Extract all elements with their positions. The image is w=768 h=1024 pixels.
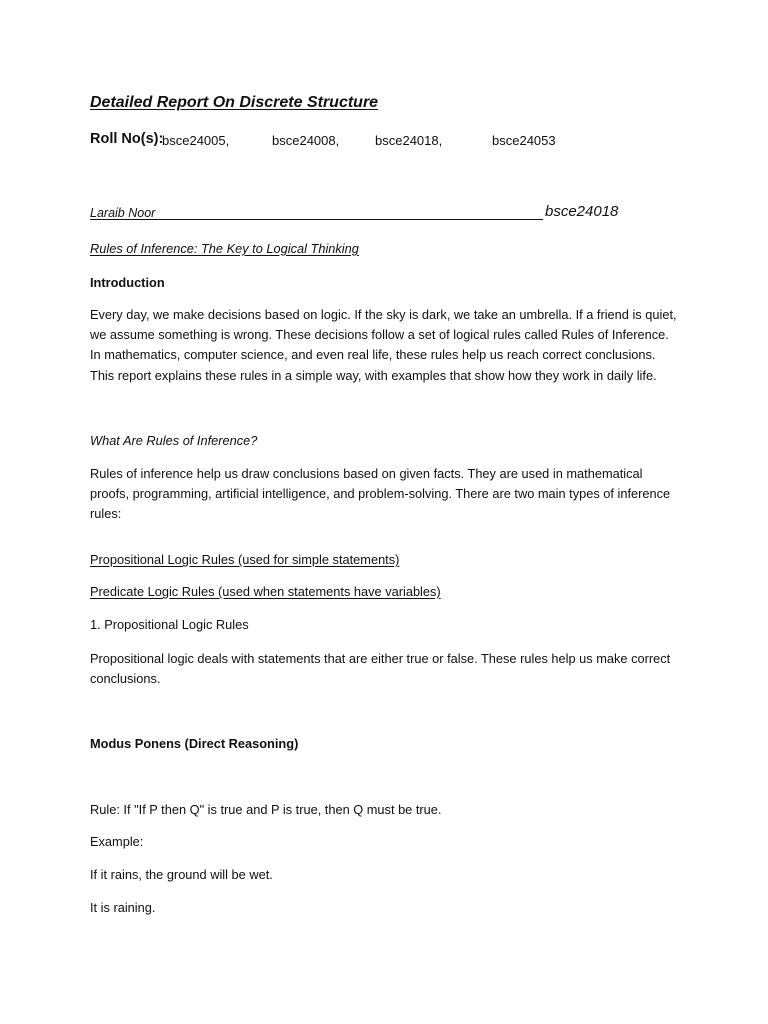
modus-ponens-rule: Rule: If "If P then Q" is true and P is true, then Q must be true. (90, 802, 442, 817)
report-subtitle: Rules of Inference: The Key to Logical Thinking (90, 241, 359, 256)
introduction-heading: Introduction (90, 275, 165, 290)
roll-number: bsce24008, (272, 133, 340, 148)
rule-type-propositional: Propositional Logic Rules (used for simple statements) (90, 552, 400, 567)
introduction-paragraph: Every day, we make decisions based on logic. If the sky is dark, we take an umbrella. If a friend is quiet, we assume something is wrong. These decisions follow a set of logical rules called Rules of Inference. In mathematics, computer science, and even real life, these rules help us reach correct conclusions. This report explains these rules in a simple way, with examples that show how they work in daily life. (90, 307, 677, 383)
what-are-rules-heading: What Are Rules of Inference? (90, 433, 258, 448)
author-name: Laraib Noor (90, 206, 156, 220)
document-title: Detailed Report On Discrete Structure (90, 94, 379, 111)
modus-ponens-heading: Modus Ponens (Direct Reasoning) (90, 736, 299, 751)
roll-number: bsce24005, (162, 133, 230, 148)
author-roll-number: bsce24018 (545, 203, 619, 220)
propositional-paragraph: Propositional logic deals with statements that are either true or false. These rules help us make correct conclusions. (90, 651, 671, 687)
roll-number: bsce24053 (492, 133, 556, 148)
author-underline (90, 219, 543, 220)
example-label: Example: (90, 834, 144, 849)
what-are-rules-paragraph: Rules of inference help us draw conclusions based on given facts. They are used in mathematical proofs, programming, artificial intelligence, and problem-solving. There are two main types of inference rules: (90, 466, 671, 522)
example-line: If it rains, the ground will be wet. (90, 867, 273, 882)
rule-type-predicate: Predicate Logic Rules (used when statements have variables) (90, 584, 441, 599)
example-line: It is raining. (90, 900, 156, 915)
roll-number: bsce24018, (375, 133, 443, 148)
roll-numbers-label: Roll No(s): (90, 131, 164, 147)
propositional-heading: 1. Propositional Logic Rules (90, 617, 249, 632)
